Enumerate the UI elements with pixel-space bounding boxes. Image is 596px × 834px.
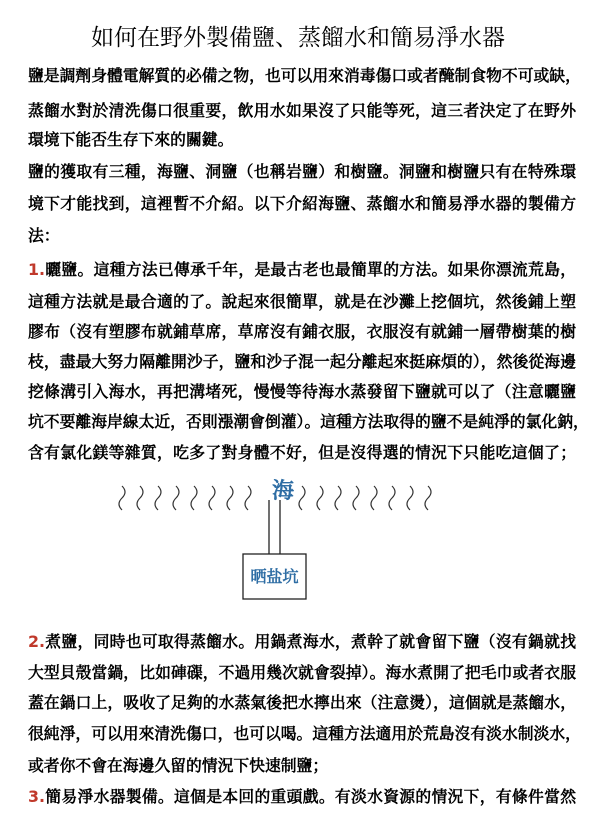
list-number: 1. <box>28 260 45 279</box>
channel <box>269 500 280 554</box>
text-line: 或者你不會在海邊久留的情況下快速制鹽； <box>28 756 329 775</box>
text-line: 這種方法就是最合適的了。說起來很簡單，就是在沙灘上挖個坑，然後鋪上塑 <box>28 292 576 311</box>
sea-label: 海 <box>271 479 295 504</box>
text-line: 鹽是調劑身體電解質的必備之物，也可以用來消毒傷口或者醃制食物不可或缺， <box>28 66 581 85</box>
page-title: 如何在野外製備鹽、蒸餾水和簡易淨水器 <box>91 25 505 51</box>
list-item-2-line: 2.煮鹽，同時也可取得蒸餾水。用鍋煮海水，煮幹了就會留下鹽（沒有鍋就找 <box>28 632 576 651</box>
text-line: 蓋在鍋口上，吸收了足夠的水蒸氣後把水擰出來（注意燙），這個就是蒸餾水， <box>28 693 576 712</box>
text-line: 含有氯化鎂等雜質，吃多了對身體不好，但是沒得選的情況下只能吃這個了； <box>28 443 576 462</box>
text-line: 環境下能否生存下來的關鍵。 <box>28 130 234 149</box>
text-line: 法： <box>28 226 60 245</box>
list-item-3-line: 3.簡易淨水器製備。這個是本回的重頭戲。有淡水資源的情況下，有條件當然 <box>28 787 576 806</box>
text-line: 挖條溝引入海水，再把溝堵死，慢慢等待海水蒸發留下鹽就可以了（注意曬鹽 <box>28 382 576 401</box>
salt-pit-label: 晒盐坑 <box>250 567 299 586</box>
text-line: 很純淨，可以用來清洗傷口，也可以喝。這種方法適用於荒島沒有淡水制淡水， <box>28 724 581 743</box>
list-number: 3. <box>28 787 45 806</box>
list-number: 2. <box>28 632 45 651</box>
text-line: 坑不要離海岸線太近，否則漲潮會倒灌）。這種方法取得的鹽不是純淨的氯化鈉， <box>28 412 589 431</box>
text-line: 枝，盡最大努力隔離開沙子，鹽和沙子混一起分離起來挺麻煩的），然後從海邊 <box>28 352 576 371</box>
salt-pit-diagram <box>0 478 596 604</box>
text-line: 境下才能找到，這裡暫不介紹。以下介紹海鹽、蒸餾水和簡易淨水器的製備方 <box>28 194 576 213</box>
text-line: 鹽的獲取有三種，海鹽、洞鹽（也稱岩鹽）和樹鹽。洞鹽和樹鹽只有在特殊環 <box>28 162 576 181</box>
text-line: 膠布（沒有塑膠布就鋪草席，草席沒有鋪衣服，衣服沒有就鋪一層帶樹葉的樹 <box>28 322 576 341</box>
text-line: 大型貝殼當鍋，比如硨磲，不過用幾次就會裂掉）。海水煮開了把毛巾或者衣服 <box>28 663 576 682</box>
text-line: 蒸餾水對於清洗傷口很重要，飲用水如果沒了只能等死，這三者決定了在野外 <box>28 101 576 120</box>
list-item-1-line: 1.曬鹽。這種方法已傳承千年，是最古老也最簡單的方法。如果你漂流荒島， <box>28 260 576 279</box>
